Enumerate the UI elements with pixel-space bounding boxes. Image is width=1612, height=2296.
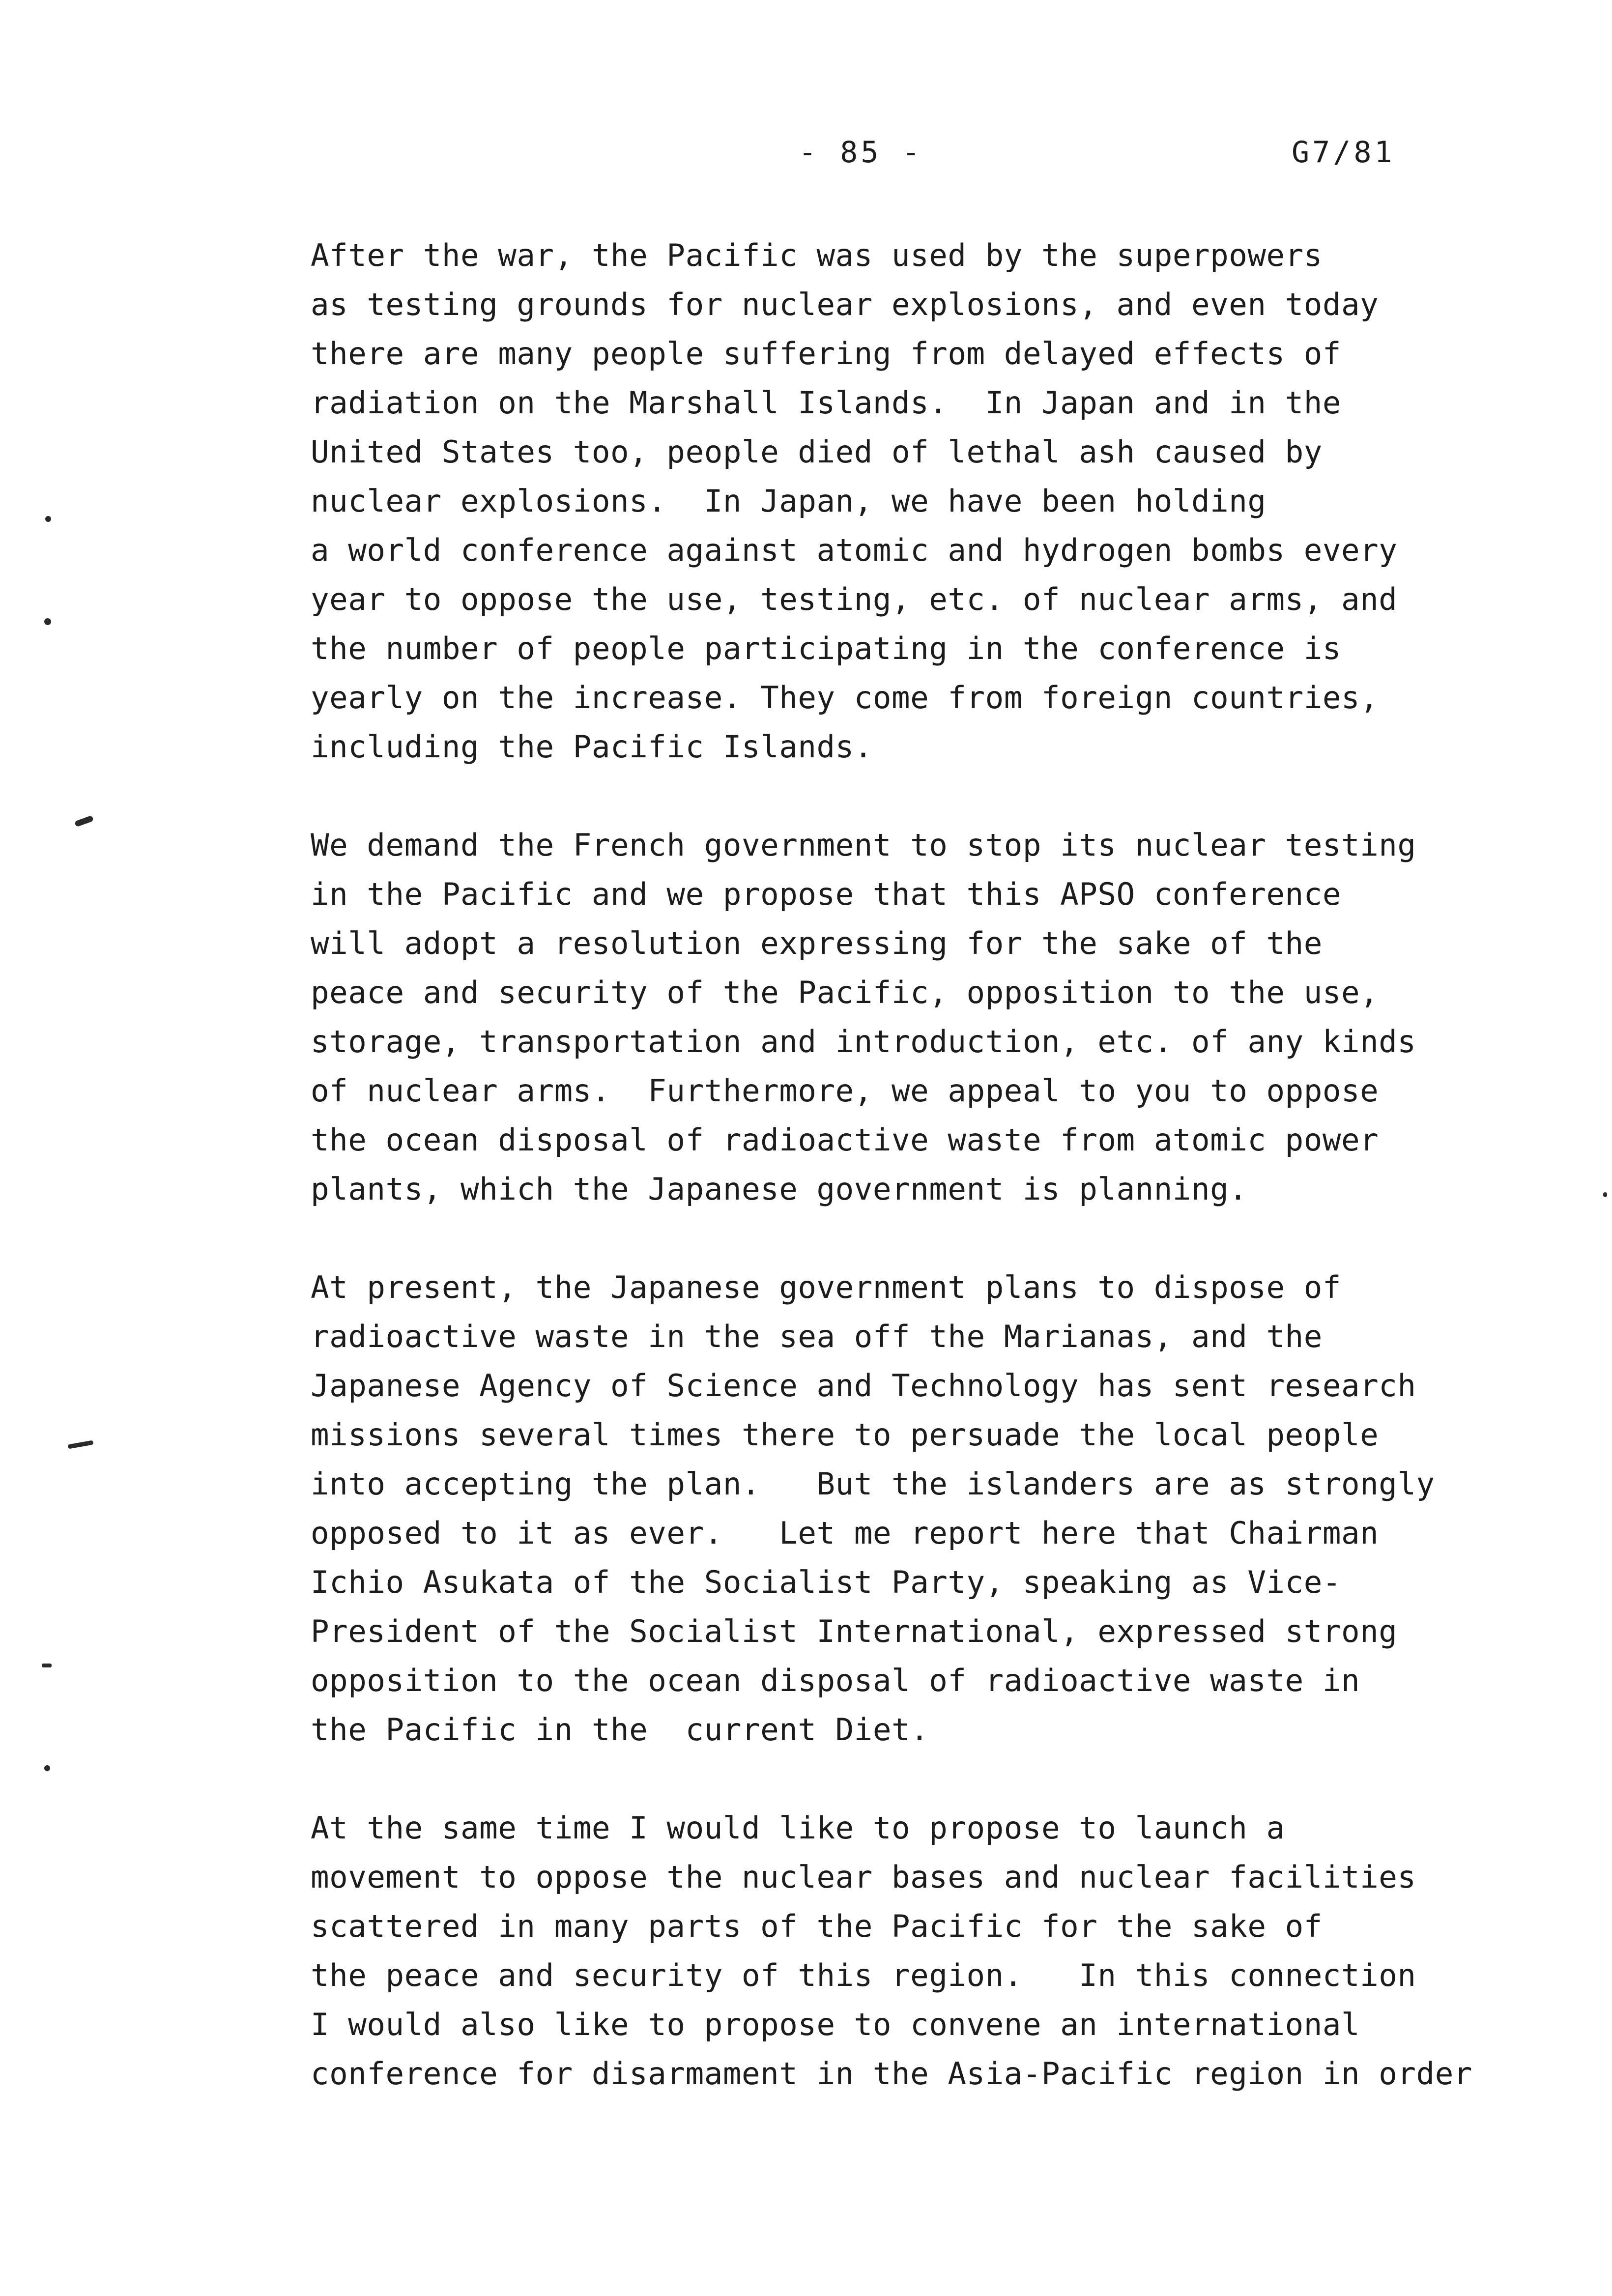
- scan-speck: [42, 1664, 52, 1667]
- text-line: will adopt a resolution expressing for the sake of the: [311, 925, 1323, 961]
- text-line: nuclear explosions. In Japan, we have been holding: [311, 483, 1267, 519]
- scan-speck: [44, 618, 51, 625]
- body-text: [311, 231, 1588, 2148]
- text-line: year to oppose the use, testing, etc. of nuclear arms, and: [311, 581, 1398, 617]
- text-line: plants, which the Japanese government is planning.: [311, 1171, 1248, 1207]
- text-line: President of the Socialist International, expressed strong: [311, 1613, 1398, 1649]
- paragraph-postwar-testing: [311, 231, 1588, 772]
- text-line: of nuclear arms. Furthermore, we appeal to you to oppose: [311, 1073, 1379, 1109]
- text-line: Ichio Asukata of the Socialist Party, speaking as Vice-: [311, 1564, 1342, 1600]
- page-number: - 85 -: [799, 135, 923, 170]
- text-line: into accepting the plan. But the islanders are as strongly: [311, 1466, 1435, 1502]
- page-header: [0, 133, 1612, 177]
- text-line: missions several times there to persuade the local people: [311, 1417, 1379, 1453]
- text-line: there are many people suffering from delayed effects of: [311, 336, 1342, 372]
- scan-speck: [45, 516, 51, 522]
- text-line: the peace and security of this region. In this connection: [311, 1957, 1416, 1993]
- text-line: At the same time I would like to propose to launch a: [311, 1810, 1285, 1846]
- text-line: At present, the Japanese government plans to dispose of: [311, 1269, 1342, 1305]
- text-line: in the Pacific and we propose that this APSO conference: [311, 876, 1342, 912]
- scan-speck: [1603, 1192, 1607, 1197]
- document-reference: G7/81: [1292, 135, 1395, 170]
- text-line: peace and security of the Pacific, opposition to the use,: [311, 975, 1379, 1010]
- text-line: radiation on the Marshall Islands. In Japan and in the: [311, 385, 1342, 421]
- text-line: movement to oppose the nuclear bases and nuclear facilities: [311, 1859, 1416, 1895]
- text-line: radioactive waste in the sea off the Marianas, and the: [311, 1319, 1323, 1354]
- text-line: opposed to it as ever. Let me report here that Chairman: [311, 1515, 1379, 1551]
- text-line: scattered in many parts of the Pacific for the sake of: [311, 1908, 1323, 1944]
- text-line: as testing grounds for nuclear explosions, and even today: [311, 287, 1379, 322]
- text-line: opposition to the ocean disposal of radioactive waste in: [311, 1663, 1360, 1698]
- text-line: including the Pacific Islands.: [311, 729, 873, 765]
- text-line: yearly on the increase. They come from foreign countries,: [311, 680, 1379, 716]
- paragraph-waste-disposal: [311, 1263, 1588, 1754]
- text-line: conference for disarmament in the Asia-Pacific region in order: [311, 2056, 1472, 2092]
- text-line: the number of people participating in the conference is: [311, 631, 1342, 666]
- text-line: the Pacific in the current Diet.: [311, 1712, 929, 1748]
- scan-speck: [44, 1765, 50, 1771]
- text-line: After the war, the Pacific was used by the superpowers: [311, 237, 1323, 273]
- text-line: We demand the French government to stop its nuclear testing: [311, 827, 1416, 863]
- text-line: storage, transportation and introduction, etc. of any kinds: [311, 1024, 1416, 1060]
- paragraph-disarmament-proposal: [311, 1804, 1588, 2098]
- paragraph-french-testing-demand: [311, 821, 1588, 1214]
- scan-speck: [74, 815, 94, 827]
- text-line: the ocean disposal of radioactive waste from atomic power: [311, 1122, 1379, 1158]
- scan-speck: [68, 1440, 94, 1449]
- text-line: United States too, people died of lethal ash caused by: [311, 434, 1323, 470]
- text-line: Japanese Agency of Science and Technology has sent research: [311, 1368, 1416, 1404]
- text-line: a world conference against atomic and hydrogen bombs every: [311, 532, 1398, 568]
- text-line: I would also like to propose to convene an international: [311, 2007, 1360, 2042]
